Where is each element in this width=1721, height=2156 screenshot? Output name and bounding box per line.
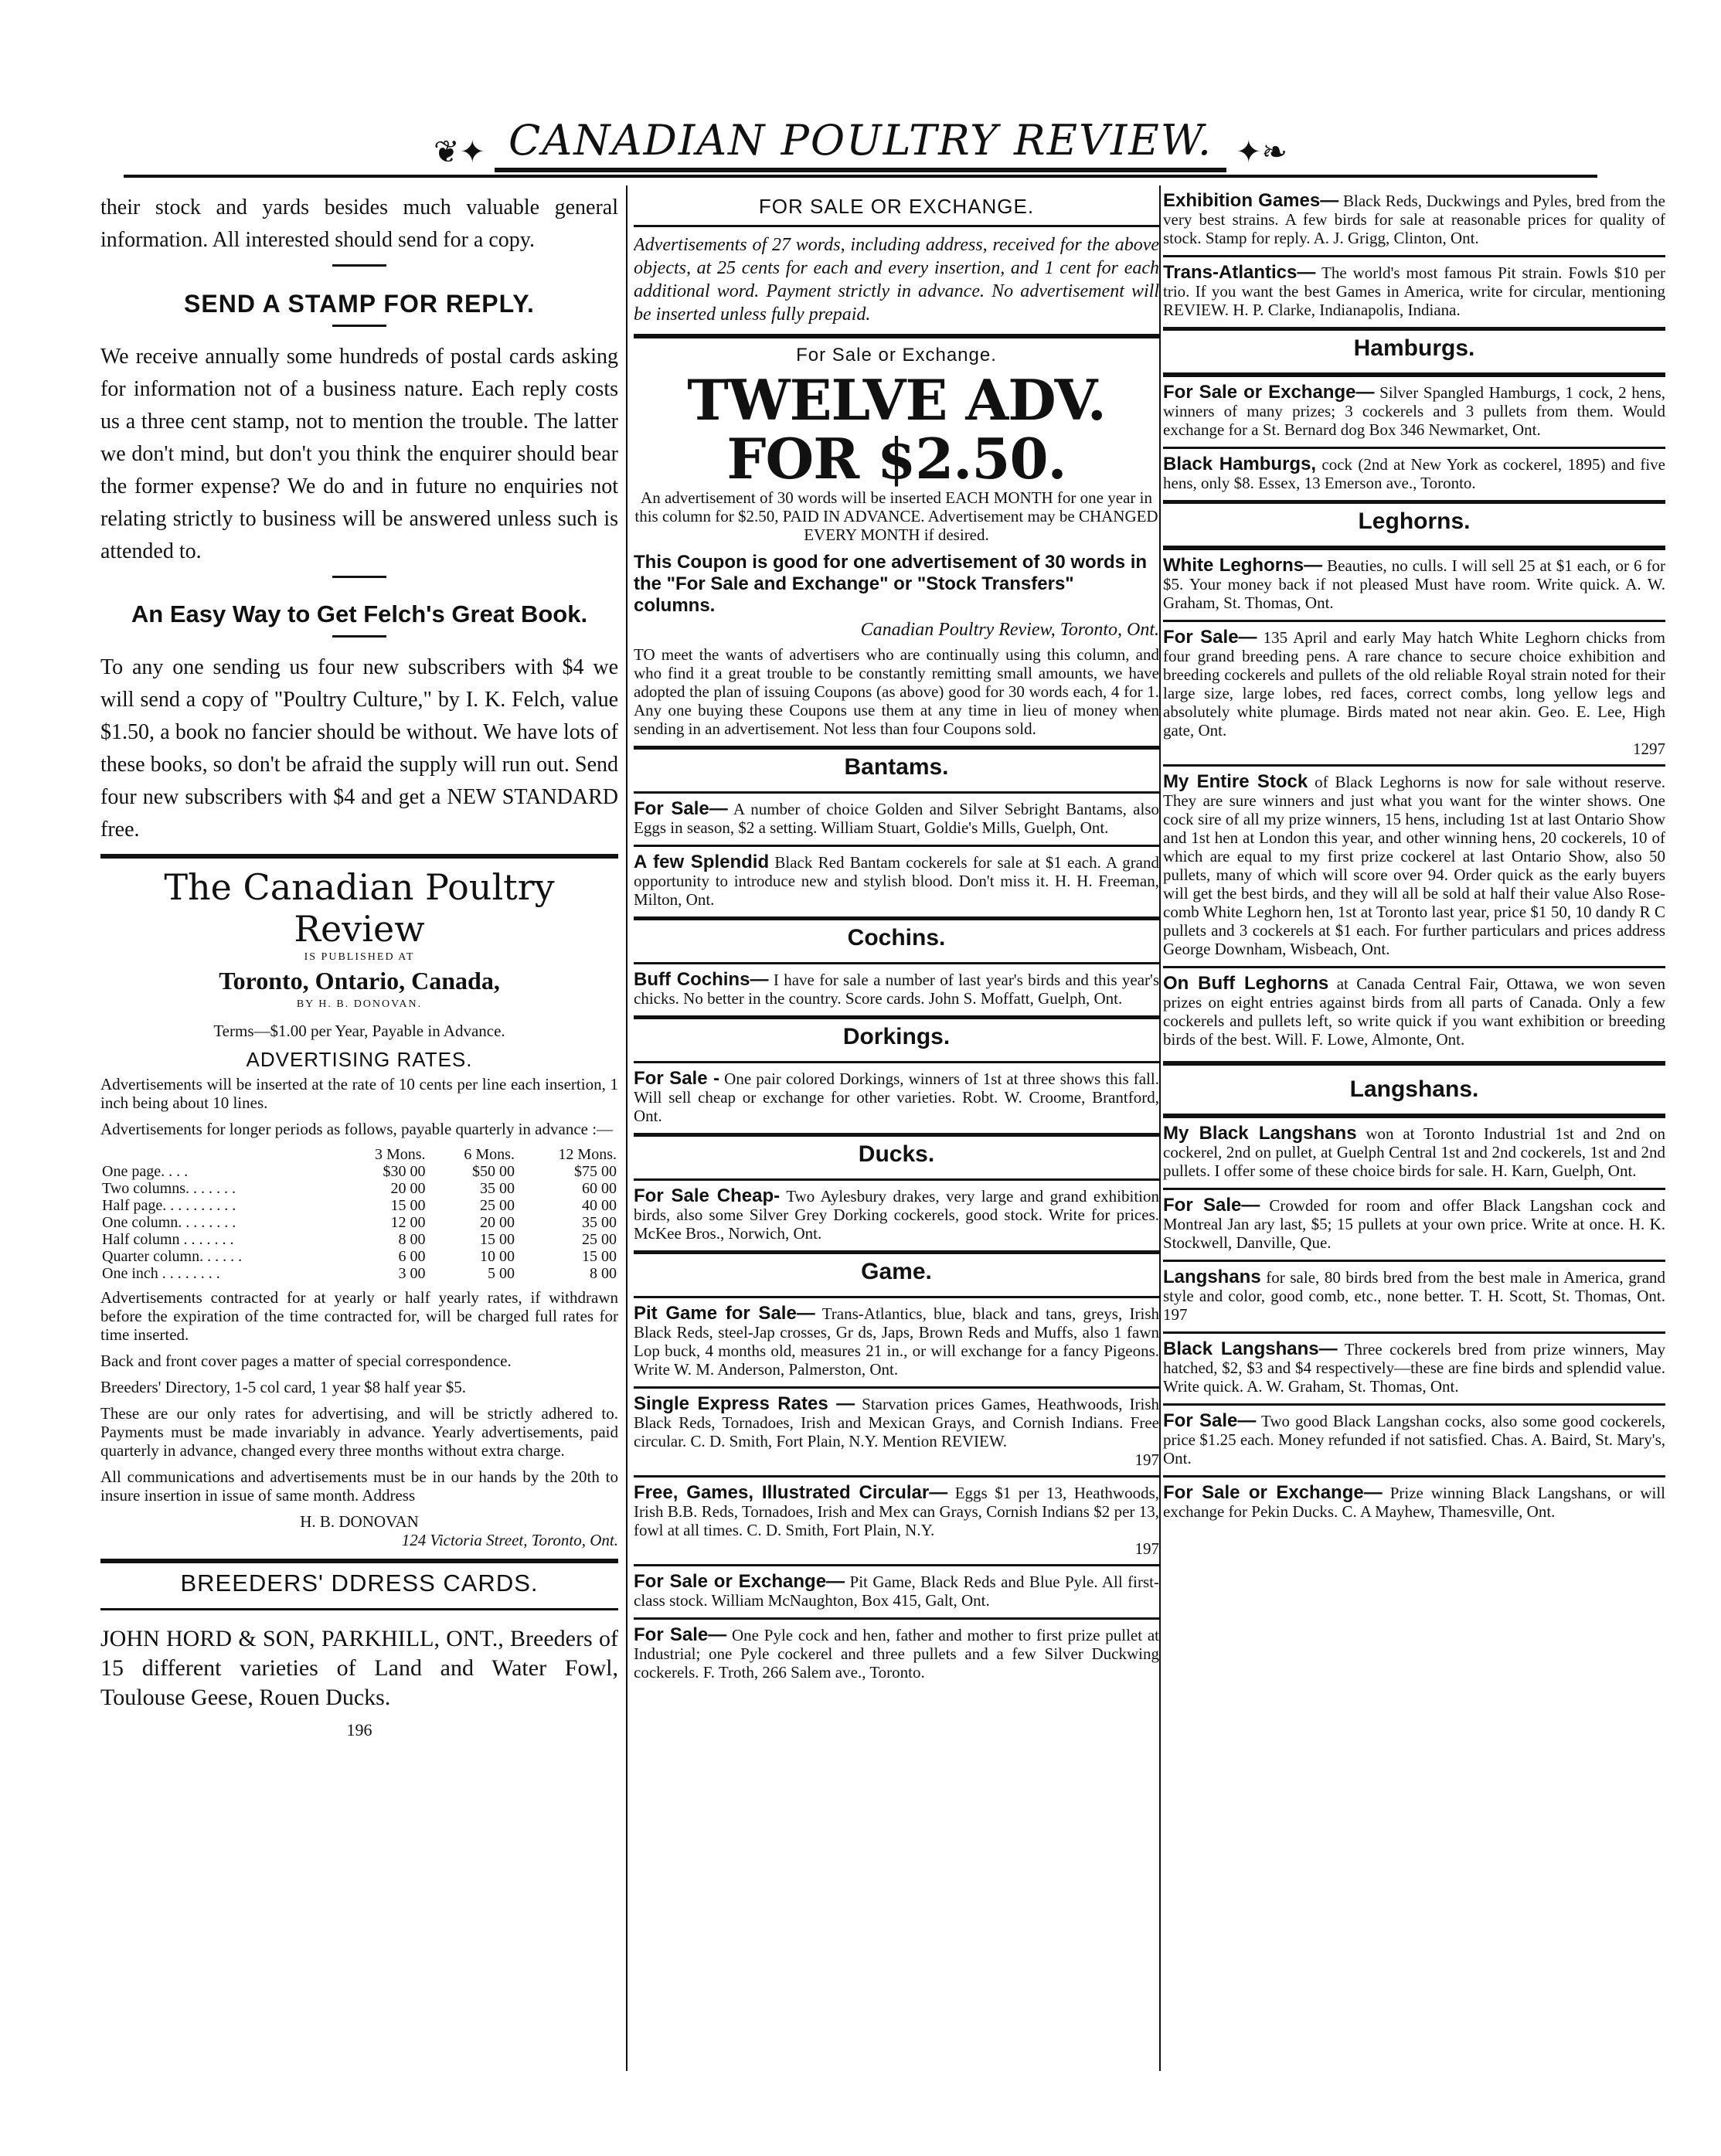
section-ducks: Ducks. (634, 1133, 1159, 1172)
list-item (1163, 1124, 1665, 1180)
list-item (1163, 1484, 1665, 1521)
ad-text: at Canada Central Fair, Ottawa, we won seven prizes on eight entries against birds from all parts of Canada. Only a few cockerels and pullets left, so write quick if you want exhibition or breeding birds of the best. Will. F. Lowe, Almonte, Ont. (1163, 974, 1665, 1049)
ad-title: For Sale or Exchange— (634, 1571, 845, 1592)
rate-cell: 8 00 (398, 1231, 426, 1248)
list-item (1163, 383, 1665, 439)
list-item (1163, 1340, 1665, 1396)
rate-label: Two columns. . . . . . . (102, 1180, 236, 1197)
section-rule (634, 1296, 1159, 1298)
ad-title: For Sale Cheap- (634, 1185, 781, 1206)
publication-city: Toronto, Ontario, Canada, (219, 967, 500, 995)
adv-rates-p6: These are our only rates for advertising, and will be strictly adhered to. Payments must be made invariably in advance. Yearly advertisements, paid quarterly in advance, changed every three months without extra charge. (100, 1404, 618, 1460)
rate-cell: $50 00 (471, 1163, 515, 1180)
ad-title: For Sale— (1163, 627, 1257, 648)
adv-rates-p4: Back and front cover pages a matter of special correspondence. (100, 1352, 512, 1370)
masthead-title: CANADIAN POULTRY REVIEW. (495, 116, 1226, 172)
column-1 (100, 192, 618, 2071)
ad-text: Two good Black Langshan cocks, also some good cockerels, price $1.25 each. Money refunded if not satisfied. Chas. A. Baird, St. Mary's, Ont. (1163, 1412, 1665, 1467)
rate-cell: $30 00 (383, 1163, 426, 1180)
ad-title: Buff Cochins— (634, 969, 769, 990)
fse-heading: FOR SALE OR EXCHANGE. (758, 195, 1035, 218)
table-row (100, 1197, 618, 1214)
twelve-adv-headline: TWELVE ADV. FOR $2.50. (687, 367, 1106, 491)
column-divider-1 (626, 185, 628, 2071)
ad-text: One pair colored Dorkings, winners of 1st at three shows this fall. Will sell cheap or exchange for other varieties. Robt. W. Croome, Brantford, Ont. (634, 1069, 1159, 1125)
masthead (0, 116, 1721, 172)
list-item (1163, 556, 1665, 612)
section-rule (1163, 1260, 1665, 1262)
list-item (1163, 1268, 1665, 1324)
ad-title: Exhibition Games— (1163, 192, 1339, 211)
publication-title: The Canadian Poultry Review (164, 866, 555, 950)
adv-rates-p7: All communications and advertisements must be in our hands by the 20th to insure insertion in issue of same month. Address (100, 1467, 618, 1505)
adv-rates-p1: Advertisements will be inserted at the rate of 10 cents per line each insertion, 1 inch being about 10 lines. (100, 1075, 618, 1112)
rates-header-cell: 3 Mons. (374, 1146, 426, 1163)
table-row (100, 1180, 618, 1197)
felch-body: To any one sending us four new subscribers with $4 we will send a copy of "Poultry Culture," by I. K. Felch, value $1.50, a book no fancier should be without. We have lots of these books, so don't be afraid the supply will run out. Send four new subscribers with $4 and get a NEW STANDARD free. (100, 655, 618, 842)
ad-text: 135 April and early May hatch White Leghorn chicks from four grand breeding pens. A rare chance to secure choice exhibition and breeding cockerels and pullets of the old reliable Royal strain noted for their large size, large lobes, red faces, correct combs, long yellow legs and absolutely white plumage. Birds mated not near akin. Geo. E. Lee, High gate, Ont. (1163, 628, 1665, 740)
table-row (100, 1248, 618, 1265)
column-3 (1163, 192, 1665, 2071)
rate-cell: 5 00 (487, 1265, 515, 1282)
ad-text: Three cockerels bred from prize winners, May hatched, $2, $3 and $4 respectively—these are fine birds and splendid value. Write quick. A. W. Graham, St. Thomas, Ont. (1163, 1340, 1665, 1396)
section-rule (1163, 1188, 1665, 1190)
section-leghorns: Leghorns. (1163, 500, 1665, 539)
ad-title: For Sale or Exchange— (1163, 1482, 1383, 1503)
ad-text: Trans-Atlantics, blue, black and tans, greys, Irish Black Reds, steel-Jap crosses, Gr ds, Japs, Brown Reds and Muffs, also 1 fawn Lop buck, 4 months old, measures 21 in., or will exchange for a fancy Pigeons. Write W. M. Anderson, Palmerston, Ont. (634, 1304, 1159, 1379)
section-rule (1163, 546, 1665, 550)
list-item (634, 1484, 1159, 1539)
section-rule (634, 1564, 1159, 1566)
section-rule (634, 334, 1159, 338)
ad-title: For Sale— (1163, 1195, 1260, 1216)
list-item (1163, 628, 1665, 740)
rate-cell: 20 00 (390, 1180, 426, 1197)
rate-label: One column. . . . . . . . (102, 1214, 236, 1231)
section-rule (1163, 1061, 1665, 1066)
ad-text: for sale, 80 birds bred from the best male in America, grand style and color, good comb, etc., none better. T. H. Scott, St. Thomas, Ont. (1163, 1268, 1665, 1305)
adv-rates-p2: Advertisements for longer periods as follows, payable quarterly in advance :— (100, 1120, 614, 1138)
section-rule (1163, 1475, 1665, 1478)
section-rule (634, 1617, 1159, 1620)
rate-cell: 20 00 (479, 1214, 515, 1231)
intro-text: their stock and yards besides much valuable general information. All interested should send for a copy. (100, 196, 618, 252)
rates-header-cell (100, 1146, 338, 1163)
divider (332, 576, 386, 578)
rate-cell: 35 00 (582, 1214, 617, 1231)
ad-text: I have for sale a number of last year's birds and this year's chicks. No better in the country. Score cards. John S. Moffatt, Guelph, Ont. (634, 971, 1159, 1008)
rate-cell: 15 00 (479, 1231, 515, 1248)
list-item (634, 1304, 1159, 1379)
section-rule (1163, 966, 1665, 968)
ad-text: Crowded for room and offer Black Langshan cock and Montreal Jan ary last, $5; 15 pullets at your own price. Write at once. H. K. Stockwell, Danville, Que. (1163, 1196, 1665, 1252)
list-item (634, 1573, 1159, 1610)
section-rule (634, 1386, 1159, 1389)
section-rule (1163, 255, 1665, 257)
list-item (634, 1069, 1159, 1125)
rates-header-cell: 6 Mons. (464, 1146, 515, 1163)
ad-title: My Entire Stock (1163, 771, 1308, 792)
ad-number: 197 (1163, 1305, 1188, 1324)
section-dorkings: Dorkings. (634, 1015, 1159, 1055)
list-item (1163, 1412, 1665, 1467)
publisher: BY H. B. DONOVAN. (296, 998, 423, 1010)
section-rule (1163, 620, 1665, 622)
ad-text: A number of choice Golden and Silver Sebright Bantams, also Eggs in season, $2 a setting. William Stuart, Goldie's Mills, Guelph, Ont. (634, 800, 1159, 837)
section-rule (1163, 1114, 1665, 1118)
left-ornament-icon: ❦✦ (433, 134, 485, 169)
list-item (634, 853, 1159, 909)
terms: Terms—$1.00 per Year, Payable in Advance. (213, 1022, 505, 1040)
section-bantams: Bantams. (634, 746, 1159, 785)
address-street: 124 Victoria Street, Toronto, Ont. (401, 1531, 618, 1549)
ad-text: Prize winning Black Langshans, or will exchange for Pekin Ducks. C. A Mayhew, Thamesville, Ont. (1163, 1484, 1665, 1521)
list-item (634, 800, 1159, 837)
address-name: H. B. DONOVAN (300, 1512, 419, 1531)
section-game: Game. (634, 1250, 1159, 1290)
rate-label: One inch . . . . . . . . (102, 1265, 220, 1282)
adv-rates-p3: Advertisements contracted for at yearly or half yearly rates, if withdrawn before the expiration of the time contracted for, will be charged full rates for time inserted. (100, 1288, 618, 1344)
rates-table (100, 1146, 618, 1282)
section-rule (100, 1608, 618, 1610)
rate-cell: 60 00 (582, 1180, 617, 1197)
ad-title: Pit Game for Sale— (634, 1303, 815, 1324)
list-item (1163, 264, 1665, 319)
table-row (100, 1265, 618, 1282)
list-item (1163, 773, 1665, 958)
felch-heading: An Easy Way to Get Felch's Great Book. (131, 600, 588, 627)
rate-cell: $75 00 (574, 1163, 617, 1180)
rate-label: One page. . . . (102, 1163, 189, 1180)
rate-label: Quarter column. . . . . . (102, 1248, 243, 1265)
table-row (100, 1231, 618, 1248)
ad-title: On Buff Leghorns (1163, 973, 1329, 994)
stamp-heading: SEND A STAMP FOR REPLY. (184, 290, 535, 318)
ad-text: Starvation prices Games, Heathwoods, Irish Black Reds, Tornadoes, Irish and Mexican Grays, and Cornish Indians. Free circular. C. D. Smith, Fort Plain, N.Y. Mention REVIEW. (634, 1395, 1159, 1450)
section-cochins: Cochins. (634, 916, 1159, 956)
ad-text: Silver Spangled Hamburgs, 1 cock, 2 hens, winners of many prizes; 3 cockerels and 3 pullets from them. Would exchange for a St. Bernard dog Box 346 Newmarket, Ont. (1163, 383, 1665, 439)
section-rule (634, 845, 1159, 847)
coupon-label: For Sale or Exchange. (796, 345, 997, 366)
ad-title: For Sale or Exchange— (1163, 382, 1375, 403)
ad-text: One Pyle cock and hen, father and mother to first prize pullet at Industrial; one Pyle cockerel and three pullets and a few Silver Duckwing cockerels. F. Troth, 266 Salem ave., Toronto. (634, 1626, 1159, 1682)
column-divider-2 (1159, 185, 1161, 2071)
ad-text: Eggs $1 per 13, Heathwoods, Irish B.B. Reds, Tornadoes, Irish and Mex can Grays, Cornish Indians $2 per 13, fowl at all times. C. D. Smith, Fort Plain, N.Y. (634, 1484, 1159, 1539)
ad-title: Black Hamburgs, (1163, 454, 1317, 474)
divider (332, 264, 386, 267)
breeders-heading: BREEDERS' DDRESS CARDS. (180, 1569, 539, 1597)
list-item (1163, 1196, 1665, 1252)
rate-cell: 25 00 (479, 1197, 515, 1214)
rate-label: Half page. . . . . . . . . . (102, 1197, 236, 1214)
ad-title: For Sale— (634, 798, 728, 819)
ad-number: 1297 (1633, 740, 1665, 758)
rate-cell: 40 00 (582, 1197, 617, 1214)
ad-text: Beauties, no culls. I will sell 25 at $1 each, or 6 for $5. Your money back if not pleased Must have room. Write quick. A. W. Graham, St. Thomas, Ont. (1163, 556, 1665, 612)
list-item (634, 1395, 1159, 1450)
table-row (100, 1214, 618, 1231)
rate-cell: 35 00 (479, 1180, 515, 1197)
fse-note: Advertisements of 27 words, including address, received for the above objects, at 25 cents for each and every insertion, and 1 cent for each additional word. Payment strictly in advance. No advertisement will be inserted unless fully prepaid. (634, 235, 1159, 325)
stamp-body: We receive annually some hundreds of postal cards asking for information not of a business nature. Each reply costs us a three cent stamp, not to mention the trouble. The latter we don't mind, but don't you think the enquirer should bear the former expense? We do and in future no enquiries not relating strictly to business will be answered unless such is attended to. (100, 345, 618, 563)
list-item (634, 1626, 1159, 1682)
list-item (634, 1187, 1159, 1243)
ad-title: Single Express Rates — (634, 1393, 855, 1414)
ad-text: Pit Game, Black Reds and Blue Pyle. All first-class stock. William McNaughton, Box 415, Galt, Ont. (634, 1573, 1159, 1610)
ad-title: A few Splendid (634, 852, 770, 872)
ad-title: Trans-Atlantics— (1163, 262, 1316, 283)
ad-text: Black Red Bantam cockerels for sale at $1 each. A grand opportunity to introduce new and stylish blood. Don't miss it. H. H. Freeman, Milton, Ont. (634, 853, 1159, 909)
section-rule (634, 962, 1159, 964)
section-rule (634, 225, 1159, 227)
adv-rates-p5: Breeders' Directory, 1-5 col card, 1 year $8 half year $5. (100, 1378, 466, 1396)
page-number: 196 (346, 1720, 372, 1739)
section-rule (1163, 1403, 1665, 1406)
section-rule (1163, 447, 1665, 449)
column-2 (634, 192, 1159, 2071)
list-item (1163, 974, 1665, 1049)
breeders-card: JOHN HORD & SON, PARKHILL, ONT., Breeders of 15 different varieties of Land and Water Fowl, Toulouse Geese, Rouen Ducks. (100, 1626, 618, 1710)
section-hamburgs: Hamburgs. (1163, 327, 1665, 366)
top-rule (124, 175, 1597, 178)
list-item (634, 971, 1159, 1008)
section-rule (634, 791, 1159, 794)
rate-cell: 25 00 (582, 1231, 617, 1248)
ad-text: cock (2nd at New York as cockerel, 1895) and five hens, only $8. Essex, 13 Emerson ave., Toronto. (1163, 455, 1665, 492)
ad-title: Langshans (1163, 1267, 1261, 1287)
section-rule (634, 1475, 1159, 1478)
ad-title: Free, Games, Illustrated Circular— (634, 1482, 948, 1503)
ad-text: Two Aylesbury drakes, very large and grand exhibition birds, also some Silver Grey Dorking cockerels, good stock. Write for prices. McKee Bros., Norwich, Ont. (634, 1187, 1159, 1243)
rates-header-cell: 12 Mons. (558, 1146, 617, 1163)
rate-cell: 10 00 (479, 1248, 515, 1265)
section-rule (100, 854, 618, 859)
ad-title: For Sale— (634, 1624, 727, 1645)
rate-cell: 15 00 (582, 1248, 617, 1265)
ad-title: For Sale— (1163, 1410, 1257, 1431)
divider (332, 635, 386, 638)
ad-text: Black Reds, Duckwings and Pyles, bred from the very best strains. A few birds for sale at reasonable prices for quality of stock. Stamp for reply. A. J. Grigg, Clinton, Ont. (1163, 192, 1665, 247)
ad-title: For Sale - (634, 1068, 720, 1089)
published-at: IS PUBLISHED AT (304, 951, 415, 963)
rate-label: Half column . . . . . . . (102, 1231, 234, 1248)
ad-text: won at Toronto Industrial 1st and 2nd on cockerel, 2nd on pullet, at Guelph Central 1st and 2nd cockerels, 1st and 2nd pullets. I offer some of these choice birds for sale. H. Karn, Guelph, Ont. (1163, 1124, 1665, 1180)
rates-header-row (100, 1146, 618, 1163)
coupon-signature: Canadian Poultry Review, Toronto, Ont. (860, 620, 1159, 640)
rate-cell: 3 00 (398, 1265, 426, 1282)
ad-title: White Leghorns— (1163, 555, 1323, 576)
rate-cell: 8 00 (590, 1265, 617, 1282)
ad-title: My Black Langshans (1163, 1123, 1357, 1144)
list-item (1163, 192, 1665, 247)
section-langshans: Langshans. (1349, 1076, 1479, 1102)
section-rule (1163, 372, 1665, 377)
rate-cell: 15 00 (390, 1197, 426, 1214)
rate-cell: 12 00 (390, 1214, 426, 1231)
right-ornament-icon: ✦❧ (1236, 134, 1288, 169)
section-rule (634, 1178, 1159, 1181)
coupon-p1: An advertisement of 30 words will be inserted EACH MONTH for one year in this column for $2.50, PAID IN ADVANCE. Advertisement may be CHANGED EVERY MONTH if desired. (634, 488, 1158, 544)
coupon-p3: TO meet the wants of advertisers who are continually using this column, and who find it a great trouble to be constantly remitting small amounts, we have adopted the plan of issuing Coupons (as above) good for 30 words each, 4 for 1. Any one buying these Coupons use them at any time in lieu of money when sending in an advertisement. Not less than four Coupons sold. (634, 645, 1159, 738)
coupon-p2: This Coupon is good for one advertisement of 30 words in the "For Sale and Exchange" or "Stock Transfers" columns. (634, 552, 1148, 616)
ad-number: 197 (1134, 1539, 1159, 1558)
ad-text: The world's most famous Pit strain. Fowls $10 per trio. If you want the best Games in America, write for circular, mentioning REVIEW. H. P. Clarke, Indianapolis, Indiana. (1163, 264, 1665, 319)
table-row (100, 1163, 618, 1180)
section-rule (1163, 1331, 1665, 1334)
divider (332, 325, 386, 327)
section-rule (1163, 764, 1665, 767)
list-item (1163, 455, 1665, 492)
rate-cell: 6 00 (398, 1248, 426, 1265)
section-rule (634, 1061, 1159, 1063)
ad-text: of Black Leghorns is now for sale without reserve. They are sure winners and just what you want for the winter shows. One cock sire of all my prize winners, 15 hens, including 1st at last Ontario Show and 1st hen at London this year, and other winning hens, 20 cockerels, 10 of which are equal to my first prize cockerel at last Ontario Show, also 50 pullets, many of which will score over 94. Order quick as the early buyers will get the best birds, and they will all be sold at half their value Also Rose-comb White Leghorn hen, 1st at Toronto last year, price $1 50, 10 dandy R C pullets and 3 cockerels at $1 each. For further particulars and prices address George Downham, Wisbeach, Ont. (1163, 773, 1665, 958)
ad-title: Black Langshans— (1163, 1338, 1338, 1359)
adv-rates-heading: ADVERTISING RATES. (246, 1048, 473, 1071)
ad-number: 197 (1134, 1450, 1159, 1469)
section-rule (100, 1559, 618, 1563)
